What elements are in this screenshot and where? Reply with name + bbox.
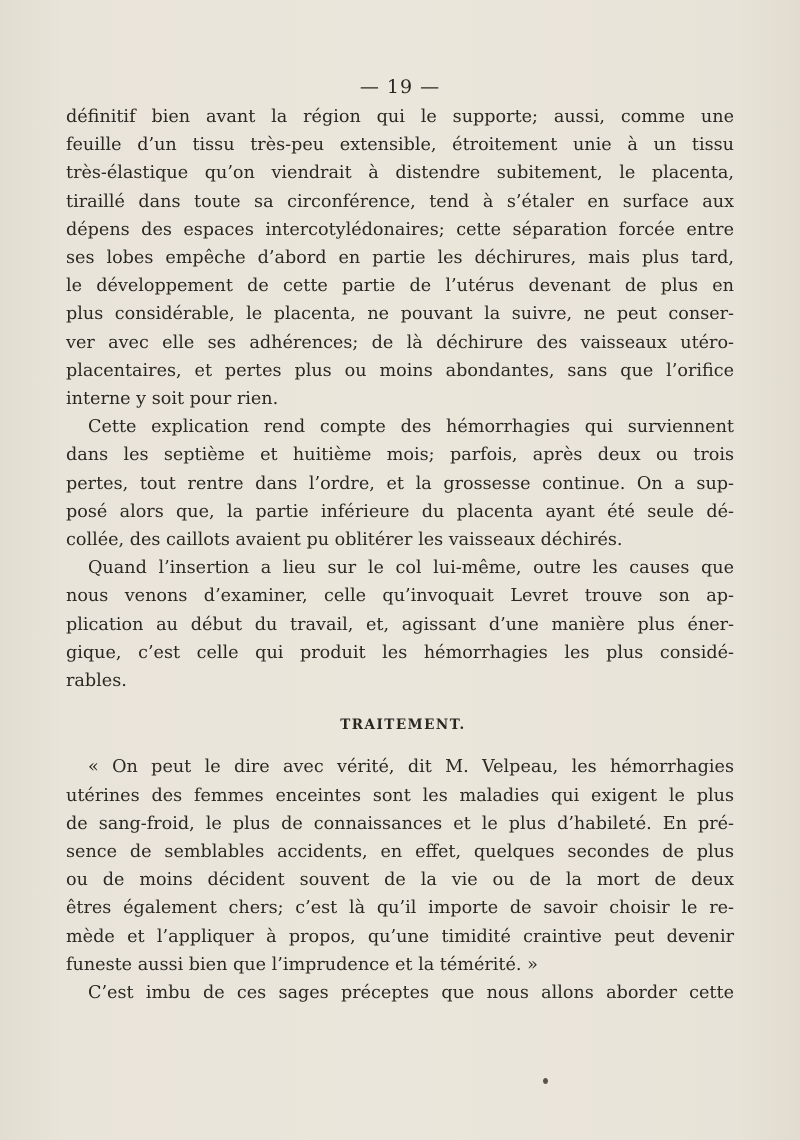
text-line: funeste aussi bien que l’imprudence et la témérité. »	[66, 954, 538, 975]
paragraph-4	[66, 753, 734, 979]
paragraph-2	[66, 413, 734, 554]
text-line: sence de semblables accidents, en effet, quelques secondes de plus	[66, 842, 734, 863]
text-line: nous venons d’examiner, celle qu’invoquait Levret trouve son ap-	[66, 586, 734, 607]
text-line: plus considérable, le placenta, ne pouvant la suivre, ne peut conser-	[66, 304, 734, 325]
text-line: êtres également chers; c’est là qu’il importe de savoir choisir le re-	[66, 898, 734, 919]
text-line: collée, des caillots avaient pu oblitérer les vaisseaux déchirés.	[66, 530, 623, 551]
text-line: dans les septième et huitième mois; parfois, après deux ou trois	[66, 445, 734, 466]
text-line: pertes, tout rentre dans l’ordre, et la grossesse continue. On a sup-	[66, 473, 734, 494]
text-line: ses lobes empêche d’abord en partie les déchirures, mais plus tard,	[66, 248, 734, 269]
text-line: utérines des femmes enceintes sont les maladies qui exigent le plus	[66, 785, 734, 806]
paragraph-5	[66, 979, 734, 1007]
text-line: gique, c’est celle qui produit les hémorrhagies les plus considé-	[66, 642, 734, 663]
text-line: interne y soit pour rien.	[66, 389, 279, 410]
page-number: — 19 —	[359, 76, 441, 98]
text-line: le développement de cette partie de l’utérus devenant de plus en	[66, 276, 734, 297]
text-line: ver avec elle ses adhérences; de là déchirure des vaisseaux utéro-	[66, 332, 734, 353]
text-line: mède et l’appliquer à propos, qu’une timidité craintive peut devenir	[66, 926, 734, 947]
text-line: posé alors que, la partie inférieure du placenta ayant été seule dé-	[66, 501, 734, 522]
text-line: de sang-froid, le plus de connaissances et le plus d’habileté. En pré-	[66, 813, 734, 834]
text-line: définitif bien avant la région qui le supporte; aussi, comme une	[66, 107, 734, 127]
ink-speck	[543, 1078, 548, 1084]
text-line: Quand l’insertion a lieu sur le col lui-même, outre les causes que	[88, 558, 734, 579]
text-line: « On peut le dire avec vérité, dit M. Velpeau, les hémorrhagies	[88, 757, 734, 778]
text-line: plication au début du travail, et, agissant d’une manière plus éner-	[66, 614, 734, 635]
text-line: feuille d’un tissu très-peu extensible, étroitement unie à un tissu	[66, 135, 734, 156]
text-line: très-élastique qu’on viendrait à distendre subitement, le placenta,	[66, 163, 734, 184]
text-line: placentaires, et pertes plus ou moins abondantes, sans que l’orifice	[66, 360, 734, 381]
text-line: tiraillé dans toute sa circonférence, tend à s’étaler en surface aux	[66, 191, 734, 212]
paragraph-3	[66, 554, 734, 695]
text-line: ou de moins décident souvent de la vie ou de la mort de deux	[66, 870, 734, 891]
section-title: TRAITEMENT.	[340, 717, 466, 734]
text-line: rables.	[66, 671, 127, 692]
paragraph-1	[66, 103, 734, 413]
body-text	[66, 103, 734, 1007]
text-line: dépens des espaces intercotylédonaires; cette séparation forcée entre	[66, 219, 734, 240]
text-line: C’est imbu de ces sages préceptes que nous allons aborder cette	[88, 983, 734, 1004]
text-line: Cette explication rend compte des hémorrhagies qui surviennent	[88, 417, 734, 438]
